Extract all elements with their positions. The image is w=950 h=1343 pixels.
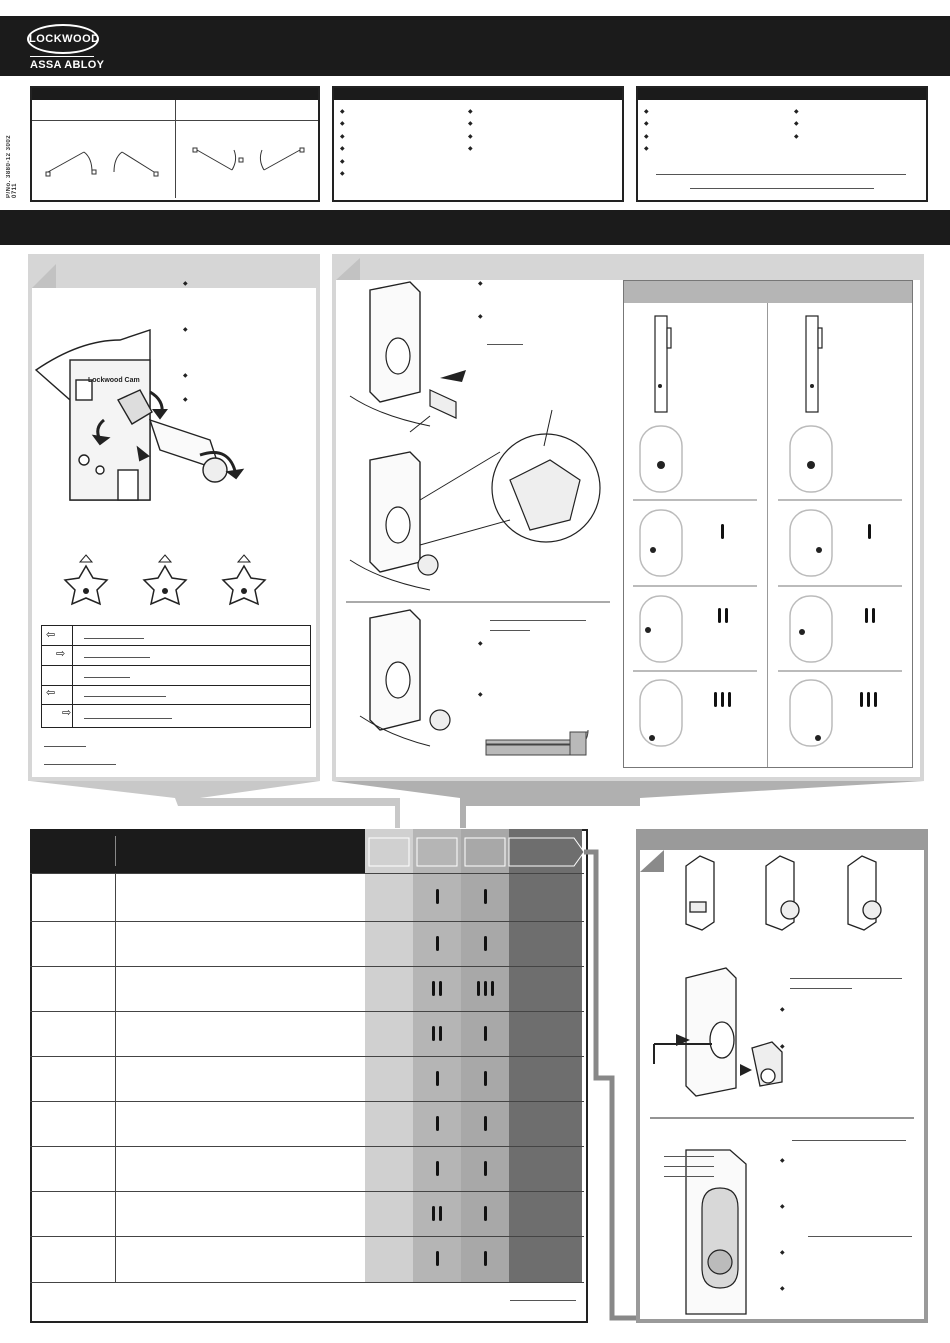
arrow-left-icon: ⇦ [46,687,56,699]
arrow-right-icon: ⇨ [56,648,66,660]
svg-text:Lockwood Cam: Lockwood Cam [88,377,140,384]
arrow-right-icon: ⇨ [62,707,72,719]
brand-logo: LOCKWOOD [27,24,99,54]
brand-subtitle: ASSA ABLOY [30,59,105,71]
arrow-left-icon: ⇦ [46,629,56,641]
part-number: P/No. 3880-12 3002 0711 [6,134,18,198]
